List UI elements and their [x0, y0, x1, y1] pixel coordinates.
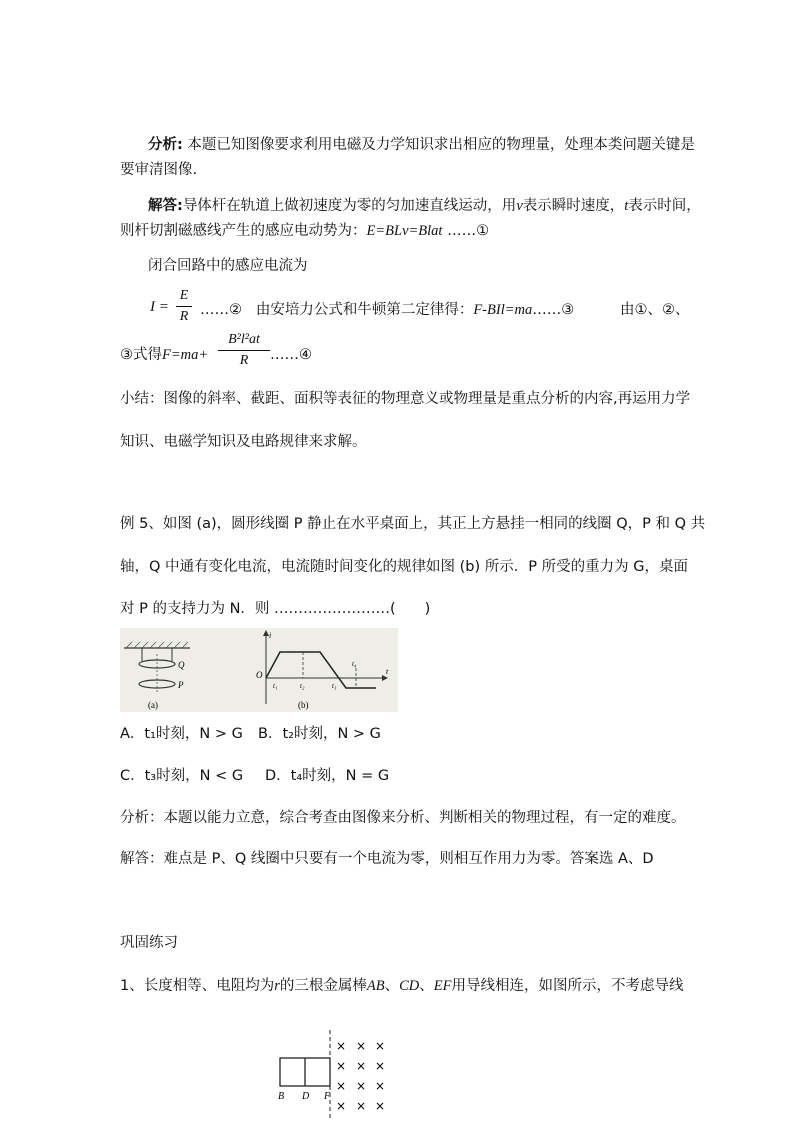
cross-icon: × [375, 1039, 386, 1053]
cross-icon: × [356, 1059, 367, 1073]
cross-icon: × [336, 1099, 347, 1113]
practice-figure [270, 1026, 400, 1122]
option-D: D．t₄时刻，N = G [265, 768, 390, 784]
summary-line-1 [120, 389, 690, 409]
label-t: t [386, 667, 389, 676]
cross-icon: × [336, 1079, 347, 1093]
label-i: i [269, 631, 272, 640]
options-row-2b [265, 766, 389, 786]
cross-icon: × [375, 1059, 386, 1073]
answer-text-2a: 则杆切割磁感线产生的感应电动势为： [120, 223, 367, 239]
summary-text-1: 小结：图像的斜率、截距、面积等表征的物理意义或物理量是重点分析的内容,再运用力学 [120, 391, 691, 407]
analysis-text-1: 本题已知图像要求利用电磁及力学知识求出相应的物理量，处理本类问题关键是 [187, 137, 695, 153]
example5-figure [120, 628, 398, 712]
answer-label: 解答: [148, 198, 183, 214]
result-eq: F=ma+ [162, 347, 209, 363]
mark-3: ……③ [532, 302, 575, 318]
var-t: t [624, 198, 629, 214]
label-B: B [278, 1091, 285, 1102]
example5-answer-text: 解答：难点是 P、Q 线圈中只要有一个电流为零，则相互作用力为零。答案选 A、D [120, 851, 654, 867]
example5-line-1 [120, 514, 705, 534]
var-v: v [516, 198, 523, 214]
cross-icon: × [375, 1079, 386, 1093]
mark-1: ……① [447, 223, 490, 239]
label-P: P [178, 680, 184, 690]
q1-text-b: 的三根金属棒 [279, 978, 367, 994]
analysis-text-2: 要审清图像. [120, 162, 198, 178]
label-t2: t₂ [300, 682, 305, 690]
rod-AB: AB [366, 978, 385, 994]
label-a: (a) [148, 700, 158, 710]
mark-4: ……④ [270, 347, 312, 363]
cross-icon: × [356, 1079, 367, 1093]
answer-text-1a: 导体杆在轨道上做初速度为零的匀加速直线运动，用 [182, 198, 517, 214]
cross-icon: × [356, 1039, 367, 1053]
summary-line-2 [120, 432, 367, 452]
newton-eq: F-BIl=ma [473, 302, 533, 318]
result-frac-bar [218, 350, 270, 351]
label-F: F [324, 1091, 331, 1102]
q1-text-c: 用导线相连，如图所示，不考虑导线 [451, 978, 684, 994]
result-frac-num: B²l²at [228, 332, 260, 347]
analysis-label: 分析: [148, 137, 183, 153]
rod-CD: CD [399, 978, 420, 994]
option-A: A．t₁时刻，N > G [120, 726, 243, 742]
label-O: O [256, 670, 263, 680]
current-line-rest [200, 300, 574, 320]
options-row-1b [258, 724, 381, 744]
mark-2: ……② [200, 302, 242, 318]
example5-line-2 [120, 557, 688, 577]
example5-analysis-text: 分析：本题以能力立意，综合考查由图像来分析、判断相关的物理过程，有一定的难度。 [120, 810, 686, 826]
from-text [620, 300, 690, 320]
cross-icon: × [356, 1099, 367, 1113]
example5-text-1: 例 5、如图 (a)，圆形线圈 P 静止在水平桌面上，其正上方悬挂一相同的线圈 Q，P 和 Q 共 [120, 516, 706, 532]
frac-bar [176, 306, 192, 307]
from-eq-text: 由①、②、 [620, 302, 690, 318]
label-b: (b) [298, 700, 309, 710]
label-t3: t₃ [332, 682, 337, 690]
answer-line-2 [120, 221, 489, 241]
var-r: r [274, 978, 280, 994]
label-Q: Q [178, 660, 185, 670]
practice-title [120, 933, 178, 953]
q1-sep-2: 、 [419, 978, 434, 994]
frac-den-R: R [179, 309, 189, 324]
newton-text: 由安培力公式和牛顿第二定律得： [255, 302, 474, 318]
practice-title-text: 巩固练习 [120, 935, 178, 951]
current-heading [148, 256, 308, 276]
options-row-1 [120, 724, 243, 744]
answer-line-1 [148, 196, 701, 216]
option-B: B．t₂时刻，N > G [258, 726, 381, 742]
answer-text-1b: 表示瞬时速度， [522, 198, 625, 214]
option-C: C．t₃时刻，N < G [120, 768, 244, 784]
example5-answer [120, 849, 654, 869]
magnetic-field-crosses [336, 1039, 385, 1113]
label-t4: t₄ [352, 660, 357, 668]
result-prefix: ③式得 [120, 347, 162, 363]
result-line [120, 345, 208, 365]
cross-icon: × [336, 1059, 347, 1073]
example5-text-2: 轴，Q 中通有变化电流，电流随时间变化的规律如图 (b) 所示．P 所受的重力为 G，桌面 [120, 559, 688, 575]
summary-text-2: 知识、电磁学知识及电路规律来求解。 [120, 434, 367, 450]
options-row-2 [120, 766, 243, 786]
emf-equation: E=BLv=Blat [366, 223, 443, 239]
example5-text-3: 对 P 的支持力为 N．则 ……………………( ) [120, 601, 431, 617]
result-fraction [218, 332, 270, 369]
analysis-line-1 [148, 135, 695, 155]
cross-icon: × [336, 1039, 347, 1053]
practice-q1 [120, 976, 683, 996]
q1-text-a: 1、长度相等、电阻均为 [120, 978, 275, 994]
mark-4-wrap [270, 345, 312, 365]
analysis-line-2 [120, 160, 197, 180]
I-lhs: I = [150, 299, 169, 315]
current-text: 闭合回路中的感应电流为 [148, 258, 308, 274]
result-frac-den: R [239, 353, 249, 368]
rod-EF: EF [433, 978, 452, 994]
label-t1: t₁ [273, 682, 278, 690]
current-fraction [176, 288, 192, 325]
cross-icon: × [375, 1099, 386, 1113]
answer-text-1c: 表示时间， [628, 198, 701, 214]
label-D: D [302, 1091, 310, 1102]
current-lhs [150, 297, 169, 317]
example5-line-3 [120, 599, 430, 619]
frac-num-E: E [179, 288, 189, 303]
q1-sep-1: 、 [384, 978, 400, 994]
example5-analysis [120, 808, 686, 828]
